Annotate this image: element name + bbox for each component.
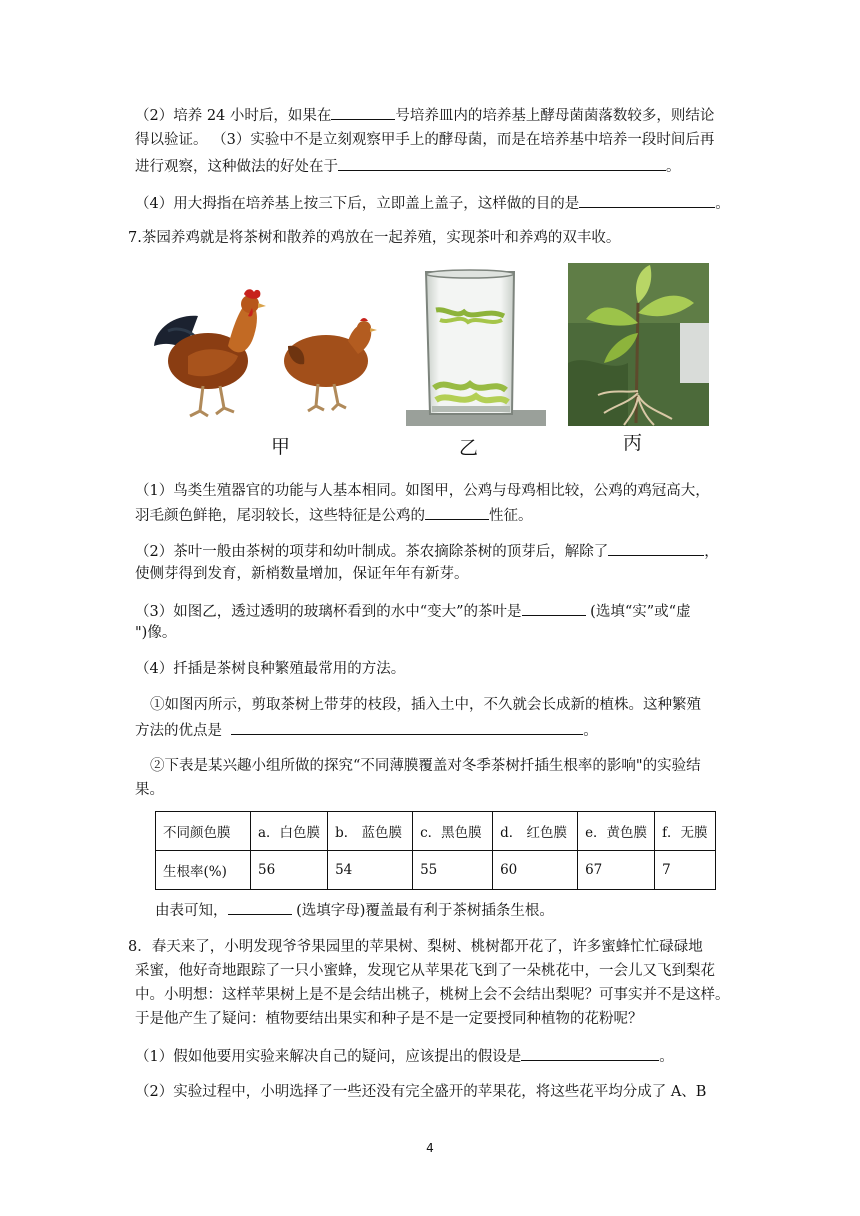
answer-blank[interactable] (521, 1045, 659, 1061)
q8-line-1: 8．春天来了，小明发现爷爷果园里的苹果树、梨树、桃树都开花了，许多蜜蜂忙忙碌碌地 (128, 939, 703, 955)
table-cell: e．黄色膜 (578, 812, 655, 851)
q8-text: （1）假如他要用实验来解决自己的疑问，应该提出的假设是 (135, 1049, 522, 1065)
answer-blank[interactable] (522, 600, 586, 616)
q7-text: 方法的优点是 (135, 723, 222, 739)
q6-line-4 (135, 192, 730, 214)
q6-text: （2）培养 24 小时后，如果在 (135, 108, 332, 124)
answer-blank[interactable] (579, 192, 715, 208)
table-cell: 7 (655, 851, 716, 890)
table-cell: 56 (251, 851, 328, 890)
table-cell: b． 蓝色膜 (328, 812, 413, 851)
q8-line-2: 采蜜，他好奇地跟踪了一只小蜜蜂，发现它从苹果花飞到了一朵桃花中，一会儿又飞到梨花 (135, 963, 715, 979)
table-cell: a．白色膜 (251, 812, 328, 851)
q7-s1-line-2 (135, 504, 533, 526)
q7-s4-2-line-1: ②下表是某兴趣小组所做的探究“不同薄膜覆盖对冬季茶树扦插生根率的影响"的实验结 (150, 758, 701, 774)
q7-s4-line: （4）扦插是茶树良种繁殖最常用的方法。 (135, 661, 406, 677)
figure-label-jia: 甲 (271, 436, 291, 458)
q7-text: （3）如图乙，透过透明的玻璃杯看到的水中“变大”的茶叶是 (135, 604, 522, 620)
q7-text: (选填“实”或“虚 (585, 604, 691, 620)
q7-after-table (155, 899, 554, 921)
answer-blank[interactable] (231, 719, 583, 735)
answer-blank[interactable] (331, 104, 395, 120)
q7-text: (选填字母)覆盖最有利于茶树插条生根。 (291, 903, 554, 919)
q7-text: 羽毛颜色鲜艳，尾羽较长，这些特征是公鸡的 (135, 508, 425, 524)
q6-line-1 (135, 104, 714, 126)
q6-text: （4）用大拇指在培养基上按三下后，立即盖上盖子，这样做的目的是 (135, 196, 580, 212)
period: 。 (715, 196, 730, 212)
q7-text: 由表可知， (155, 903, 228, 919)
q7-s2-line-1 (135, 540, 719, 562)
table-cell: 67 (578, 851, 655, 890)
table-cell: d． 红色膜 (493, 812, 578, 851)
q7-s1-line-1: （1）鸟类生殖器官的功能与人基本相同。如图甲，公鸡与母鸡相比较，公鸡的鸡冠高大， (135, 483, 710, 499)
q6-text: 号培养皿内的培养基上酵母菌菌落数较多，则结论 (395, 108, 715, 124)
answer-blank[interactable] (338, 155, 666, 171)
chickens-image (148, 286, 378, 421)
q7-text: 性征。 (489, 508, 533, 524)
table-cell: 60 (493, 851, 578, 890)
q7-s3-line-2: ")像。 (135, 625, 177, 641)
period: 。 (666, 159, 681, 175)
q7-text: （2）茶叶一般由茶树的项芽和幼叶制成。茶农摘除茶树的顶芽后，解除了 (135, 544, 609, 560)
q6-text: 进行观察，这种做法的好处在于 (135, 159, 338, 175)
q8-line-4: 于是他产生了疑问：植物要结出果实和种子是不是一定要授同种植物的花粉呢？ (135, 1011, 643, 1027)
q6-text: 得以验证。 （3）实验中不是立刻观察甲手上的酵母菌，而是在培养基中培养一段时间后再 (135, 132, 715, 148)
rooting-rate-table (155, 811, 716, 890)
table-cell: 生根率(%) (156, 851, 251, 890)
answer-blank[interactable] (608, 540, 704, 556)
table-cell: c．黑色膜 (413, 812, 493, 851)
q7-s2-line-2: 使侧芽得到发育，新梢数量增加，保证年年有新芽。 (135, 566, 469, 582)
figure-label-bing: 丙 (623, 432, 643, 454)
table-cell: 55 (413, 851, 493, 890)
tea-glass-image (406, 268, 546, 426)
q7-text: 。 (583, 723, 598, 739)
q7-s4-2-line-2: 果。 (135, 782, 164, 798)
table-header-row (156, 812, 716, 851)
q7-intro: 7.茶园养鸡就是将茶树和散养的鸡放在一起养殖，实现茶叶和养鸡的双丰收。 (128, 230, 621, 246)
table-cell: 54 (328, 851, 413, 890)
q7-s4-1-line-1: ①如图丙所示，剪取茶树上带芽的枝段，插入土中，不久就会长成新的植株。这种繁殖 (150, 697, 701, 713)
q7-text: ， (704, 544, 719, 560)
table-cell: 不同颜色膜 (156, 812, 251, 851)
q8-s1-line (135, 1045, 674, 1067)
q8-text: 。 (659, 1049, 674, 1065)
tea-cutting-image (568, 263, 709, 426)
q7-s4-1-line-2 (135, 719, 598, 741)
q6-line-2 (135, 130, 714, 150)
q8-s2-line: （2）实验过程中，小明选择了一些还没有完全盛开的苹果花，将这些花平均分成了 A、B (135, 1084, 707, 1100)
page-number: 4 (426, 1141, 434, 1155)
q7-s3-line-1 (135, 600, 691, 622)
table-row (156, 851, 716, 890)
q8-line-3: 中。小明想：这样苹果树上是不是会结出桃子，桃树上会不会结出梨呢？可事实并不是这样。 (135, 987, 730, 1003)
answer-blank[interactable] (425, 504, 489, 520)
answer-blank[interactable] (228, 899, 292, 915)
table-cell: f．无膜 (655, 812, 716, 851)
q6-line-3 (135, 155, 681, 177)
figure-label-yi: 乙 (459, 437, 479, 459)
